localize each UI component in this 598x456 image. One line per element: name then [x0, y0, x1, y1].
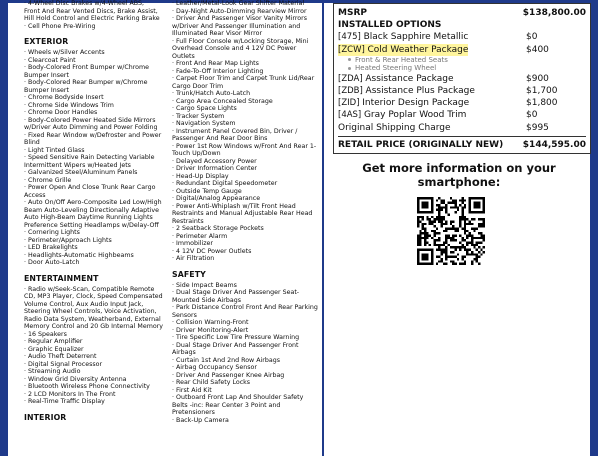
feature-item: · 2 Seatback Storage Pockets: [172, 225, 264, 232]
feature-item: · Navigation System: [172, 120, 236, 127]
option-label: Assistance Plus Package: [365, 86, 475, 97]
feature-item: · 16 Speakers: [24, 330, 67, 338]
feature-item: · Door Auto-Latch: [24, 259, 80, 266]
shipping-label: Original Shipping Charge: [338, 122, 451, 133]
exterior-heading: EXTERIOR: [24, 37, 69, 46]
feature-item: · Back-Up Camera: [172, 416, 229, 424]
option-sub-item: [338, 56, 586, 65]
option-name: [338, 31, 468, 43]
option-row: [338, 97, 586, 109]
feature-item: · Perimeter/Approach Lights: [24, 236, 112, 244]
option-price: $0: [526, 32, 538, 43]
option-row: [338, 44, 586, 56]
feature-item: · Air Filtration: [172, 255, 215, 262]
option-price: $0: [526, 110, 538, 121]
retail-value: $144,595.00: [522, 139, 586, 150]
feature-item: · Front And Rear Map Lights: [172, 60, 259, 67]
feature-item: · Light Tinted Glass: [24, 146, 85, 154]
option-sub-label: Front & Rear Heated Seats: [355, 55, 448, 64]
retail-price-row: [338, 136, 586, 151]
features-left-column: [24, 0, 166, 425]
option-row: [338, 31, 586, 43]
option-name: [338, 44, 468, 56]
option-name: [338, 97, 469, 109]
interior-heading: INTERIOR: [24, 412, 67, 422]
option-price: $1,700: [526, 86, 558, 97]
feature-item: · Rear Child Safety Locks: [172, 379, 251, 386]
feature-item: · Trunk/Hatch Auto-Latch: [172, 90, 251, 97]
entertainment-heading: ENTERTAINMENT: [24, 273, 99, 283]
option-label: Cold Weather Package: [367, 44, 469, 55]
feature-item: · Day-Night Auto-Dimming Rearview Mirror: [172, 7, 307, 15]
feature-item: · Chrome Side Windows Trim: [24, 101, 114, 109]
feature-item: · Head-Up Display: [172, 172, 229, 180]
feature-item: · Wheels w/Silver Accents: [24, 49, 105, 56]
feature-item: · Outboard Front Lap And Shoulder Safety Belts -inc: Rear Center 3 Point and Pretensioners: [172, 394, 304, 416]
feature-item: · 4-Wheel Disc Brakes w/4-Wheel ABS,: [24, 0, 144, 7]
shipping-row: [338, 122, 586, 134]
feature-item: · Real-Time Traffic Display: [24, 398, 105, 405]
option-name: [338, 73, 454, 85]
option-code: [ZDB]: [338, 86, 366, 97]
feature-item: · Delayed Accessory Power: [172, 157, 257, 165]
msrp-label: MSRP: [338, 8, 367, 18]
feature-item: · Power Anti-Whiplash w/Tilt Front Head Restraints and Manual Adjustable Rear Head Restraints: [172, 202, 313, 225]
feature-item: · LED Brakelights: [24, 244, 78, 251]
msrp-row: [338, 7, 586, 19]
feature-item: · Graphic Equalizer: [24, 345, 84, 353]
option-price: $1,800: [526, 98, 558, 109]
column-divider: [322, 0, 324, 456]
safety-heading: SAFETY: [172, 269, 206, 279]
feature-item: · Fixed Rear Window w/Defroster and Power Blind: [24, 131, 162, 146]
option-code: [ZCW]: [338, 44, 368, 55]
feature-item: · Instrument Panel Covered Bin, Driver / Passenger And Rear Door Bins: [172, 127, 298, 142]
feature-item: · Power Open And Close Trunk Rear Cargo Access: [24, 184, 156, 199]
option-price: $400: [526, 44, 549, 55]
features-middle-column: [172, 0, 318, 424]
feature-item: · Body-Colored Front Bumper w/Chrome Bumper Insert: [24, 64, 150, 79]
feature-item: · Driver Information Center: [172, 165, 258, 172]
feature-item: · Body-Colored Power Heated Side Mirrors w/Driver Auto Dimming and Power Folding: [24, 116, 158, 131]
feature-item: · Auto On/Off Aero-Composite Led Low/High Beam Auto-Leveling Directionally Adaptive Auto High-Beam Daytime Running Lights Preference Setting Headlamps w/Delay-Off: [24, 199, 162, 229]
left-top-items: [24, 0, 166, 30]
feature-item: · Airbag Occupancy Sensor: [172, 364, 257, 371]
feature-item: · Bluetooth Wireless Phone Connectivity: [24, 383, 150, 390]
feature-item: · Park Distance Control Front And Rear Parking Sensors: [172, 304, 318, 319]
options-list: [338, 31, 586, 121]
feature-item: · Leather/Metal-Look Gear Shifter Material: [172, 0, 305, 7]
option-price: $900: [526, 73, 549, 84]
feature-item: · Body-Colored Rear Bumper w/Chrome Bumper Insert: [24, 79, 148, 94]
feature-item: · Audio Theft Deterrent: [24, 353, 97, 360]
feature-item: · Digital/Analog Appearance: [172, 195, 261, 202]
msrp-value: $138,800.00: [522, 8, 586, 18]
option-sub-item: [338, 64, 586, 73]
option-label: Gray Poplar Wood Trim: [363, 110, 467, 121]
option-name: [338, 85, 475, 97]
feature-item: · Tracker System: [172, 112, 225, 120]
feature-item: · Dual Stage Driver And Passenger Front Airbags: [172, 341, 299, 356]
feature-item: · Cargo Area Concealed Storage: [172, 97, 273, 105]
exterior-list: [24, 49, 166, 267]
feature-item: Front And Rear Vented Discs, Brake Assist,: [24, 7, 158, 15]
feature-item: · First Aid Kit: [172, 386, 212, 394]
qr-code-icon[interactable]: [417, 197, 485, 265]
bullet-icon: [348, 58, 351, 61]
shipping-value: $995: [526, 122, 549, 133]
feature-item: · Cell Phone Pre-Wiring: [24, 22, 96, 30]
option-row: [338, 109, 586, 121]
option-code: [475]: [338, 32, 364, 43]
option-label: Black Sapphire Metallic: [363, 32, 469, 43]
feature-item: · Power 1st Row Windows w/Front And Rear 1-Touch Up/Down: [172, 142, 317, 157]
right-border: [590, 0, 598, 456]
feature-item: · Dual Stage Driver And Passenger Seat-Mounted Side Airbags: [172, 289, 300, 304]
option-sub-label: Heated Steering Wheel: [355, 64, 437, 73]
option-row: [338, 73, 586, 85]
feature-item: · Clearcoat Paint: [24, 56, 76, 64]
feature-item: · Carpet Floor Trim and Carpet Trunk Lid/Rear Cargo Door Trim: [172, 75, 315, 90]
feature-item: · Redundant Digital Speedometer: [172, 180, 278, 187]
feature-item: · Curtain 1st And 2nd Row Airbags: [172, 356, 280, 364]
installed-options-label: INSTALLED OPTIONS: [338, 20, 442, 31]
retail-label: RETAIL PRICE (ORIGINALLY NEW): [338, 139, 504, 150]
feature-item: · Perimeter Alarm: [172, 232, 228, 240]
middle-top-items: [172, 0, 318, 263]
feature-item: · Immobilizer: [172, 240, 213, 247]
bullet-icon: [348, 67, 351, 70]
feature-item: · 4 12V DC Power Outlets: [172, 247, 252, 255]
feature-item: · Chrome Bodyside Insert: [24, 94, 104, 101]
feature-item: · Streaming Audio: [24, 368, 81, 375]
feature-item: · Cargo Space Lights: [172, 105, 237, 112]
window-sticker-box: [333, 3, 591, 154]
feature-item: · Fade-To-Off Interior Lighting: [172, 67, 264, 75]
feature-item: · Chrome Door Handles: [24, 109, 98, 116]
feature-item: · Driver And Passenger Knee Airbag: [172, 371, 285, 379]
option-name: [338, 109, 466, 121]
option-code: [ZDA]: [338, 73, 366, 84]
feature-item: · Side Impact Beams: [172, 281, 237, 289]
smartphone-info-text: Get more information on your smartphone:: [362, 161, 556, 189]
feature-item: · Tire Specific Low Tire Pressure Warning: [172, 334, 300, 341]
feature-item: · Full Floor Console w/Locking Storage, Mini Overhead Console and 4 12V DC Power Outlets: [172, 37, 309, 60]
feature-item: · Outside Temp Gauge: [172, 187, 242, 195]
option-label: Assistance Package: [365, 73, 454, 84]
feature-item: · Cornering Lights: [24, 229, 80, 236]
feature-item: · Window Grid Diversity Antenna: [24, 375, 127, 383]
left-border: [0, 0, 8, 456]
option-label: Interior Design Package: [362, 98, 470, 109]
feature-item: Hill Hold Control and Electric Parking Brake: [24, 15, 160, 22]
feature-item: · Collision Warning-Front: [172, 319, 249, 326]
feature-item: · Driver And Passenger Visor Vanity Mirrors w/Driver And Passenger Illumination and Illuminated Rear Visor Mirror: [172, 15, 308, 37]
feature-item: · Digital Signal Processor: [24, 360, 103, 368]
feature-item: · Radio w/Seek-Scan, Compatible Remote CD, MP3 Player, Clock, Speed Compensated Volume Control, Aux Audio Input Jack, Steering Wheel Controls, Voice Activation, Radio Data System, Weatherband, External Memory Control and 20 Gb Internal Memory: [24, 285, 163, 330]
option-code: [ZID]: [338, 98, 363, 109]
option-row: [338, 85, 586, 97]
entertainment-list: [24, 286, 166, 406]
feature-item: · Regular Amplifier: [24, 338, 83, 345]
option-code: [4AS]: [338, 110, 364, 121]
feature-item: · Chrome Grille: [24, 176, 72, 184]
safety-list: [172, 282, 318, 425]
feature-item: · Speed Sensitive Rain Detecting Variable Intermittent Wipers w/Heated Jets: [24, 154, 155, 169]
feature-item: · Driver Monitoring-Alert: [172, 326, 249, 334]
feature-item: · Headlights-Automatic Highbeams: [24, 251, 134, 259]
feature-item: · Galvanized Steel/Aluminum Panels: [24, 169, 138, 176]
feature-item: · 2 LCD Monitors In The Front: [24, 390, 116, 398]
